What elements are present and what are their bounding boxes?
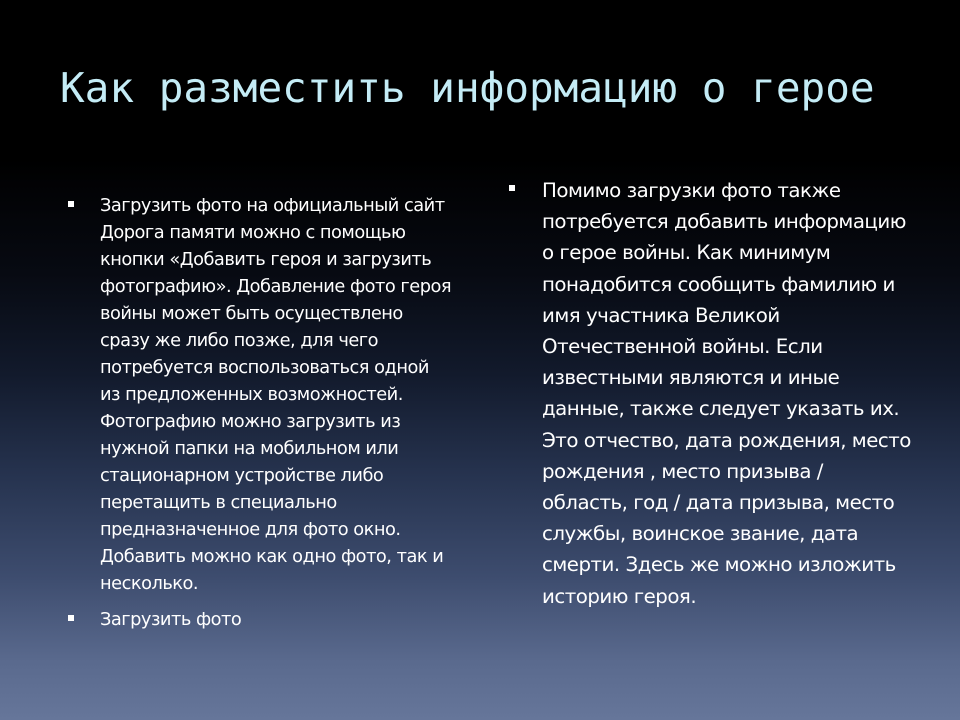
square-bullet-icon xyxy=(68,201,74,207)
left-bullet-item-upload-photo xyxy=(68,606,453,633)
left-bullet-text: Загрузить фото на официальный сайт Дорога памяти можно с помощью кнопки «Добавить героя и загрузить фотографию». Добавление фото героя войны может быть осуществлено сразу же либо позже, для чего потребуется воспользоваться одной из предложенных возможностей. Фотографию можно загрузить из нужной папки на мобильном или стационарном устройстве либо перетащить в специально предназначенное для фото окно. Добавить можно как одно фото, так и несколько. xyxy=(100,195,452,594)
square-bullet-icon xyxy=(509,185,515,191)
left-bullet-text: Загрузить фото xyxy=(100,609,242,630)
right-column xyxy=(508,175,913,612)
right-bullet-item-hero-info xyxy=(508,175,913,612)
slide-title: Как разместить информацию о герое xyxy=(60,64,875,112)
left-bullet-item-upload-info xyxy=(68,192,453,597)
right-bullet-text: Помимо загрузки фото также потребуется добавить информацию о герое войны. Как минимум понадобится сообщить фамилию и имя участника Великой Отечественной войны. Если известными являются и иные данные, также следует указать их. Это отчество, дата рождения, место рождения , место призыва / область, год / дата призыва, место службы, воинское звание, дата смерти. Здесь же можно изложить историю героя. xyxy=(542,179,911,608)
square-bullet-icon xyxy=(68,615,74,621)
left-column xyxy=(68,192,453,642)
